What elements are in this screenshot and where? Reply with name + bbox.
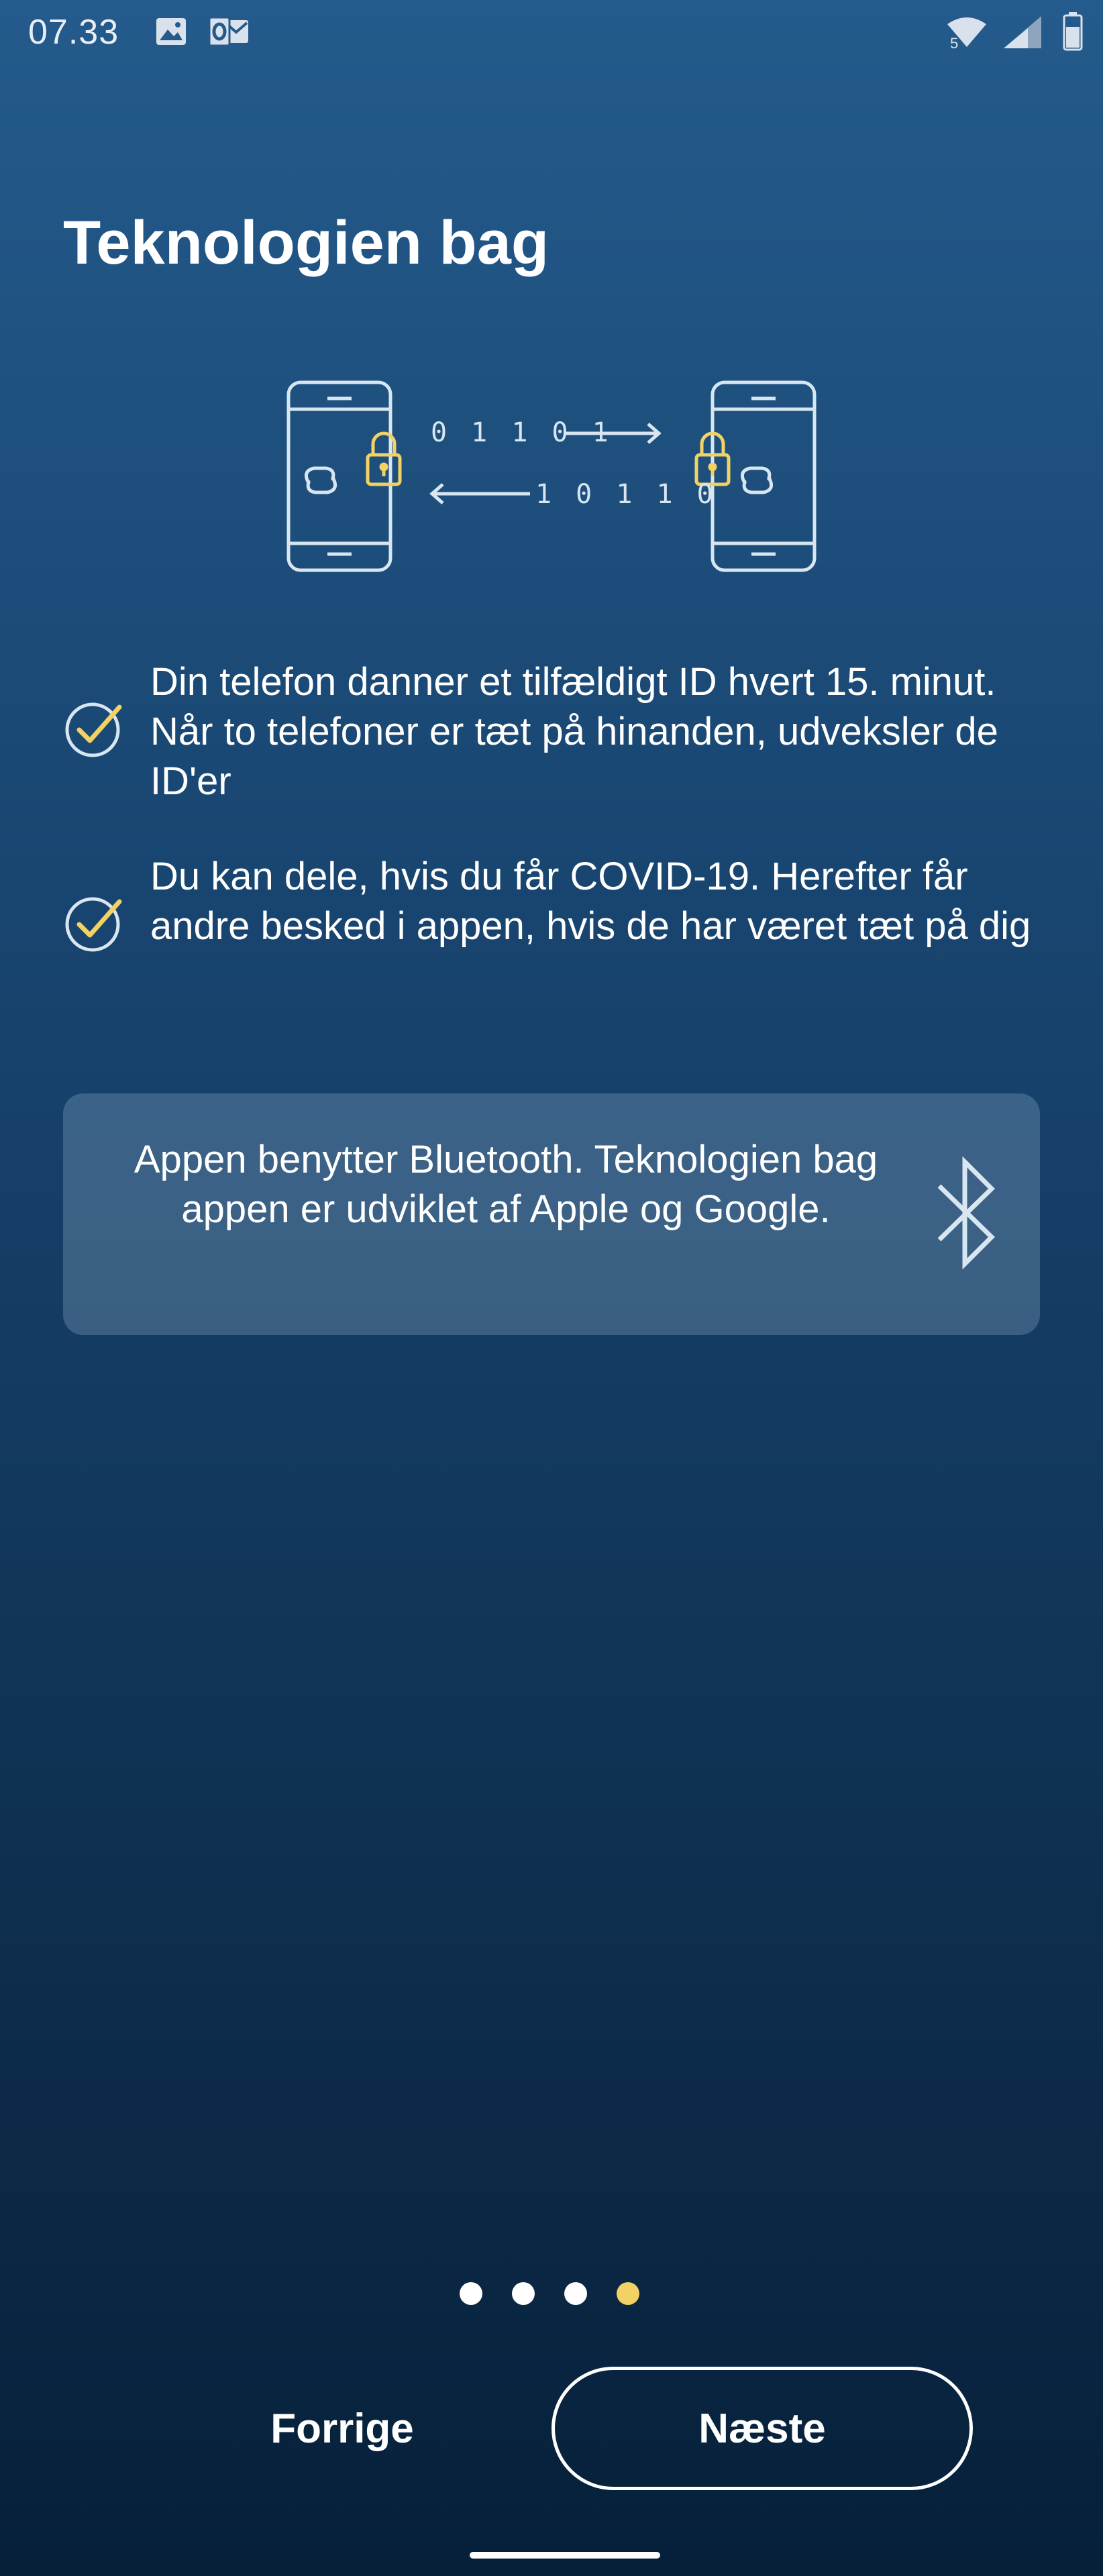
- padlock-icon: [368, 433, 400, 484]
- page-title: Teknologien bag: [63, 209, 549, 277]
- bluetooth-exchange-illustration: [282, 376, 832, 577]
- link-icon: [306, 468, 335, 492]
- link-icon: [742, 468, 771, 492]
- battery-icon: [1063, 12, 1083, 51]
- checkmark-circle-icon: [63, 892, 125, 954]
- binary-top: 0 1 1 0 1: [431, 417, 613, 448]
- info-card-text: Appen benytter Bluetooth. Teknologien bag appen er udviklet af Apple og Google.: [134, 1138, 878, 1231]
- info-bullet: [63, 657, 1069, 812]
- network-label: 5: [950, 35, 959, 50]
- home-indicator[interactable]: [470, 2552, 660, 2559]
- previous-button[interactable]: Forrige: [201, 2367, 483, 2490]
- next-button[interactable]: Næste: [552, 2367, 973, 2490]
- signal-icon: [1001, 15, 1044, 50]
- page-indicator: [460, 2282, 647, 2309]
- status-time: 07.33: [28, 13, 119, 52]
- phone-icon: [288, 382, 390, 570]
- bullet-text: Du kan dele, hvis du får COVID-19. Herefter får andre besked i appen, hvis de har været tæt på dig: [150, 855, 1031, 948]
- bullet-text: Din telefon danner et tilfældigt ID hvert 15. minut. Når to telefoner er tæt på hinanden, udveksler de ID'er: [150, 660, 998, 803]
- status-bar: [0, 0, 1103, 67]
- page-dot: [460, 2282, 482, 2305]
- outlook-icon: [209, 16, 250, 47]
- checkmark-circle-icon: [63, 698, 125, 759]
- wifi-icon: [946, 15, 988, 50]
- info-bullet: [63, 852, 1069, 1006]
- image-icon: [156, 17, 187, 46]
- bluetooth-info-card: [63, 1093, 1040, 1335]
- arrow-left-icon: [432, 484, 530, 503]
- bluetooth-icon: [930, 1152, 1004, 1273]
- page-dot: [564, 2282, 587, 2305]
- page-dot: [512, 2282, 535, 2305]
- page-dot-active: [617, 2282, 639, 2305]
- binary-bottom: 1 0 1 1 0: [535, 479, 717, 510]
